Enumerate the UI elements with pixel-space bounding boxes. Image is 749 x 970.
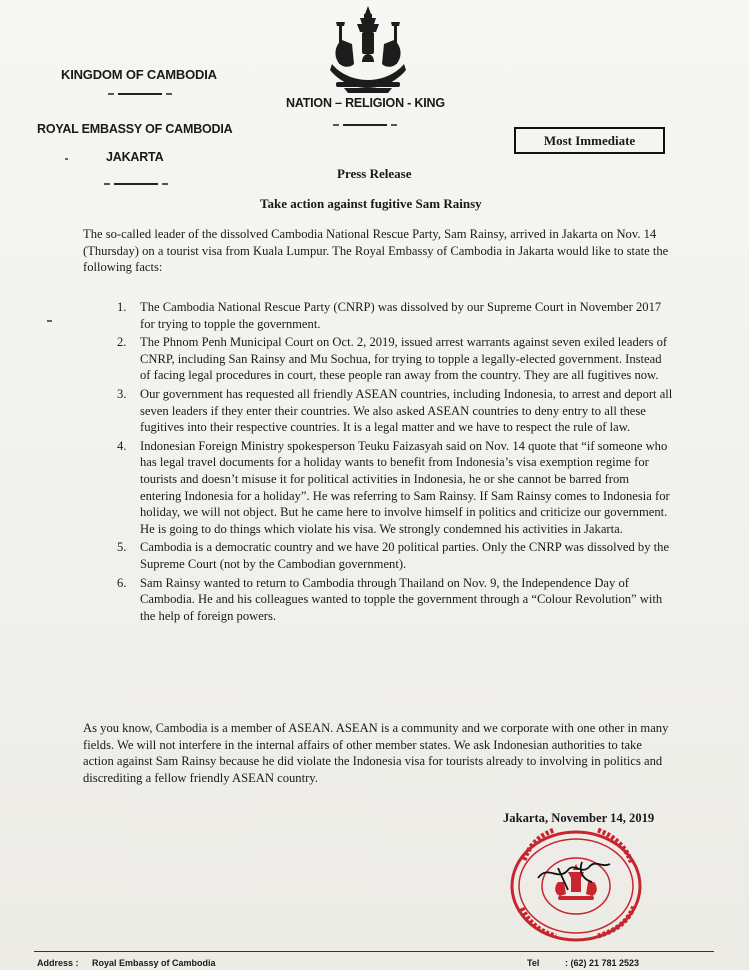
fact-item bbox=[83, 334, 673, 384]
fact-number: 1. bbox=[117, 300, 127, 314]
fact-number: 6. bbox=[117, 575, 127, 590]
footer-address-value: Royal Embassy of Cambodia bbox=[92, 958, 216, 968]
footer-divider bbox=[34, 951, 714, 952]
closing-paragraph: As you know, Cambodia is a member of ASEAN. ASEAN is a community and we corporate with one other in many fields. We will not interfere in the internal affairs of other member states. We ask Indonesian authorities to take action against Sam Rainsy because he did violate the Indonesia visa for tourists already to involving in politics and discrediting a fellow friendly ASEAN country. bbox=[83, 721, 669, 785]
intro-paragraph: The so-called leader of the dissolved Cambodia National Rescue Party, Sam Rainsy, arrived in Jakarta on Nov. 14 (Thursday) on a tourist visa from Kuala Lumpur. The Royal Embassy of Cambodia in Jakarta would like to state the following facts: bbox=[83, 227, 669, 274]
place-date: Jakarta, November 14, 2019 bbox=[503, 811, 655, 825]
city-heading: JAKARTA bbox=[106, 150, 164, 164]
kingdom-heading: KINGDOM OF CAMBODIA bbox=[61, 67, 217, 82]
embassy-heading: ROYAL EMBASSY OF CAMBODIA bbox=[37, 122, 233, 136]
fact-item bbox=[83, 386, 673, 436]
priority-badge: Most Immediate bbox=[514, 127, 665, 154]
fact-number: 3. bbox=[117, 386, 127, 401]
header-divider bbox=[118, 93, 162, 95]
royal-coat-of-arms-emblem bbox=[322, 4, 414, 94]
fact-item bbox=[83, 299, 673, 332]
speck-mark bbox=[65, 158, 68, 160]
fact-text: Cambodia is a democratic country and we have 20 political parties. Only the CNRP was dissolved by the Supreme Court (not by the Cambodian government). bbox=[140, 540, 670, 571]
footer-tel-label: Tel bbox=[527, 958, 540, 968]
fact-item bbox=[83, 438, 673, 538]
fact-text: The Cambodia National Rescue Party (CNRP) was dissolved by our Supreme Court in November 2017 for trying to topple the government. bbox=[140, 300, 662, 331]
footer-address-label: Address : bbox=[37, 958, 79, 968]
press-release-title: Take action against fugitive Sam Rainsy bbox=[260, 196, 482, 211]
fact-text: Sam Rainsy wanted to return to Cambodia through Thailand on Nov. 9, the Independence Day of Cambodia. He and his colleagues wanted to topple the government through a “Colour Revolution” with the help of foreign powers. bbox=[140, 575, 663, 623]
fact-item bbox=[83, 575, 673, 625]
fact-text: The Phnom Penh Municipal Court on Oct. 2, 2019, issued arrest warrants against seven exiled leaders of CNRP, including San Rainsy and Mu Sochua, for trying to topple a legally-elected government. Instead of facing legal procedures in court, these people ran away from the country. They are all fugitives now. bbox=[140, 335, 668, 383]
footer-tel-value: : (62) 21 781 2523 bbox=[565, 958, 640, 968]
fact-text: Our government has requested all friendly ASEAN countries, including Indonesia, to arrest and deport all seven leaders if they enter their countries. We also asked ASEAN countries to deny entry to all these fugitives into their respective countries. It is a legal matter and we have to respect the rule of law. bbox=[140, 386, 673, 435]
fact-number: 2. bbox=[117, 335, 127, 350]
facts-list bbox=[83, 299, 673, 626]
fact-number: 4. bbox=[117, 438, 127, 453]
fact-text: Indonesian Foreign Ministry spokesperson Teuku Faizasyah said on Nov. 14 quote that “if someone who has legal travel documents for a holiday wants to benefit from Indonesia’s visa exemption regime for tourists and doesn’t misuse it for political activities in Indonesia, he or she cannot be barred from entering Indonesia for a holiday”. He was referring to Sam Rainsy. If Sam Rainsy comes to Indonesia for holiday, we will not object. But he came here to involve himself in politics and criticize our government. He is going to do things which violate his visa. We strongly condemned his activities in Jakarta. bbox=[140, 438, 670, 536]
motto-heading: NATION – RELIGION - KING bbox=[286, 96, 445, 110]
press-release-label: Press Release bbox=[337, 166, 412, 181]
header-divider bbox=[114, 183, 158, 185]
fact-number: 5. bbox=[117, 540, 127, 555]
header-divider bbox=[343, 124, 387, 126]
fact-item bbox=[83, 539, 673, 572]
embassy-seal-stamp bbox=[498, 820, 648, 942]
speck-mark bbox=[47, 320, 52, 322]
